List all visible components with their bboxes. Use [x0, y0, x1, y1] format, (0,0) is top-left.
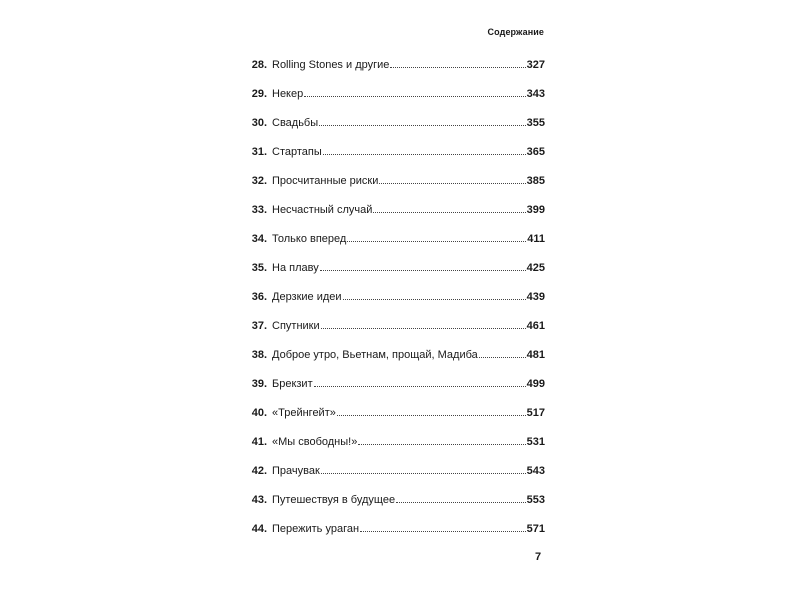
toc-entry-title: Несчастный случай [272, 204, 373, 216]
toc-entry-number: 36. [251, 291, 267, 303]
toc-entry-page: 343 [526, 88, 545, 100]
toc-entry [238, 375, 545, 404]
dot-leader [314, 375, 526, 387]
toc-entry [238, 172, 545, 201]
toc-entry-page: 553 [526, 494, 545, 506]
toc-entry-number: 31. [251, 146, 267, 158]
dot-leader [373, 201, 525, 213]
toc-entry-page: 365 [526, 146, 545, 158]
toc-entry-page: 411 [527, 233, 545, 245]
toc-entry-title: Доброе утро, Вьетнам, прощай, Мадиба [272, 349, 478, 361]
toc-entry-number: 43. [251, 494, 267, 506]
dot-leader [379, 172, 525, 184]
toc-entry [238, 143, 545, 172]
running-header: Содержание [487, 27, 544, 37]
toc-entry-number: 40. [251, 407, 267, 419]
toc-entry-number: 35. [251, 262, 267, 274]
toc-entry-title: Только вперед [272, 233, 347, 245]
toc-entry-title: Путешествуя в будущее [272, 494, 396, 506]
toc-entry-number: 33. [251, 204, 267, 216]
toc-entry-number: 28. [251, 59, 267, 71]
toc-entry-page: 543 [526, 465, 545, 477]
toc-entry [238, 433, 545, 462]
toc-entry-number: 34. [251, 233, 267, 245]
toc-entry [238, 114, 545, 143]
toc-entry [238, 462, 545, 491]
dot-leader [321, 462, 526, 474]
toc-entry-number: 44. [251, 523, 267, 535]
toc-entry-title: Некер [272, 88, 304, 100]
dot-leader [319, 114, 526, 126]
page-number: 7 [535, 551, 542, 563]
dot-leader [343, 288, 526, 300]
dot-leader [360, 520, 526, 532]
toc-entry [238, 317, 545, 346]
dot-leader [323, 143, 526, 155]
dot-leader [390, 56, 525, 68]
toc-entry-title: Свадьбы [272, 117, 319, 129]
toc-entry [238, 230, 545, 259]
toc-entry-title: Брекзит [272, 378, 313, 390]
toc-entry-title: «Трейнгейт» [272, 407, 336, 419]
dot-leader [321, 317, 526, 329]
toc-entry-title: Rolling Stones и другие [272, 59, 390, 71]
toc-entry [238, 288, 545, 317]
toc-entry-page: 425 [526, 262, 545, 274]
toc-entry-title: Пережить ураган [272, 523, 360, 535]
toc-entry-title: На плаву [272, 262, 319, 274]
toc-entry [238, 259, 545, 288]
table-of-contents [238, 56, 545, 549]
toc-entry-page: 499 [526, 378, 545, 390]
toc-entry-title: Прачувак [272, 465, 320, 477]
toc-entry-title: «Мы свободны!» [272, 436, 358, 448]
toc-entry-number: 42. [251, 465, 267, 477]
dot-leader [396, 491, 526, 503]
toc-entry-page: 355 [526, 117, 545, 129]
toc-entry-page: 481 [526, 349, 545, 361]
dot-leader [347, 230, 526, 242]
toc-entry-page: 439 [526, 291, 545, 303]
toc-entry-number: 41. [251, 436, 267, 448]
toc-entry-number: 30. [251, 117, 267, 129]
toc-entry-title: Дерзкие идеи [272, 291, 342, 303]
toc-entry-page: 385 [526, 175, 545, 187]
toc-entry-number: 38. [251, 349, 267, 361]
toc-entry-page: 327 [526, 59, 545, 71]
toc-entry [238, 346, 545, 375]
toc-entry [238, 491, 545, 520]
dot-leader [320, 259, 526, 271]
dot-leader [358, 433, 525, 445]
dot-leader [479, 346, 526, 358]
toc-entry-page: 399 [526, 204, 545, 216]
dot-leader [337, 404, 526, 416]
toc-entry [238, 56, 545, 85]
toc-entry [238, 404, 545, 433]
toc-entry-number: 37. [251, 320, 267, 332]
toc-entry-number: 29. [251, 88, 267, 100]
toc-entry-title: Спутники [272, 320, 320, 332]
dot-leader [304, 85, 525, 97]
toc-entry [238, 85, 545, 114]
toc-entry-title: Просчитанные риски [272, 175, 379, 187]
toc-entry-page: 461 [526, 320, 545, 332]
toc-entry-title: Стартапы [272, 146, 322, 158]
toc-entry [238, 201, 545, 230]
toc-entry [238, 520, 545, 549]
toc-entry-page: 531 [526, 436, 545, 448]
toc-entry-number: 32. [251, 175, 267, 187]
toc-entry-page: 517 [526, 407, 545, 419]
toc-entry-page: 571 [526, 523, 545, 535]
toc-entry-number: 39. [251, 378, 267, 390]
